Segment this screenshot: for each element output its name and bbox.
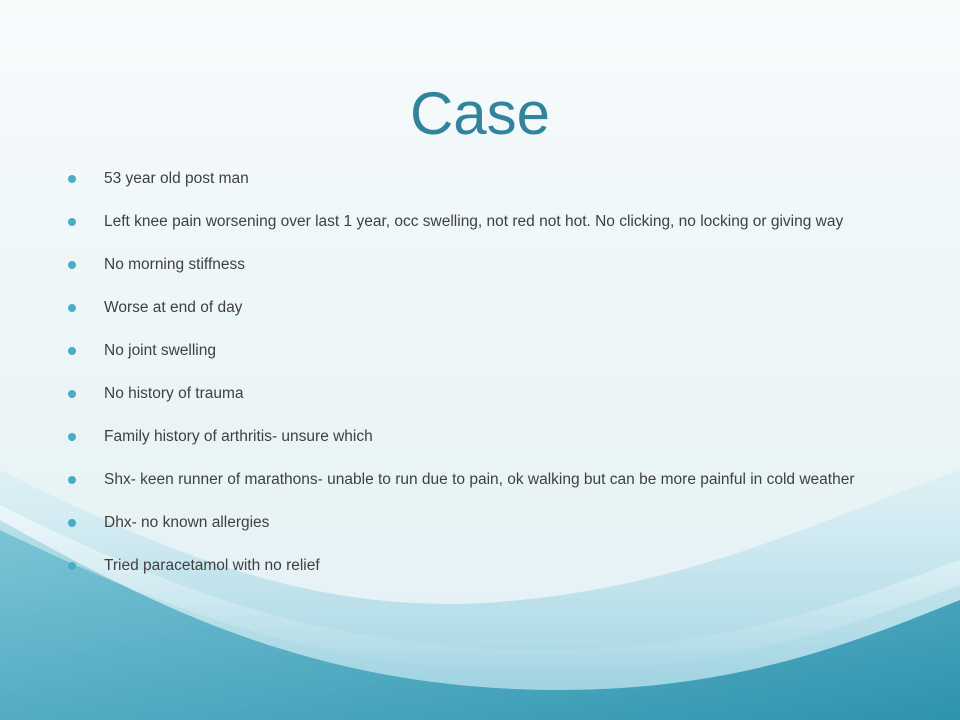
- bullet-item: [66, 170, 880, 188]
- bullet-item: [66, 299, 880, 317]
- bullet-item: [66, 557, 880, 575]
- slide-title: Case: [409, 80, 551, 147]
- bullet-text: Family history of arthritis- unsure which: [104, 428, 373, 445]
- bullet-item: [66, 471, 880, 489]
- bullet-icon: [68, 347, 76, 355]
- bullet-icon: [68, 304, 76, 312]
- bullet-icon: [68, 218, 76, 226]
- bullet-icon: [68, 390, 76, 398]
- bullet-item: [66, 514, 880, 532]
- bullet-text: No joint swelling: [104, 342, 216, 359]
- bullet-icon: [68, 175, 76, 183]
- bullet-text: Shx- keen runner of marathons- unable to run due to pain, ok walking but can be more painful in cold weather: [104, 471, 855, 488]
- bullet-text: Worse at end of day: [104, 299, 243, 316]
- bullet-item: [66, 385, 880, 403]
- bullet-icon: [68, 519, 76, 527]
- bullet-text: No morning stiffness: [104, 256, 245, 273]
- bullet-item: [66, 213, 880, 231]
- bullet-icon: [68, 261, 76, 269]
- bullet-icon: [68, 562, 76, 570]
- bullet-icon: [68, 433, 76, 441]
- bullet-text: No history of trauma: [104, 385, 244, 402]
- bullet-item: [66, 256, 880, 274]
- bullet-text: Tried paracetamol with no relief: [104, 557, 320, 574]
- bullet-item: [66, 342, 880, 360]
- bullet-text: Dhx- no known allergies: [104, 514, 270, 531]
- bullet-list: [66, 170, 880, 600]
- bullet-item: [66, 428, 880, 446]
- bullet-text: 53 year old post man: [104, 170, 249, 187]
- bullet-icon: [68, 476, 76, 484]
- bullet-text: Left knee pain worsening over last 1 year, occ swelling, not red not hot. No clicking, no locking or giving way: [104, 213, 844, 230]
